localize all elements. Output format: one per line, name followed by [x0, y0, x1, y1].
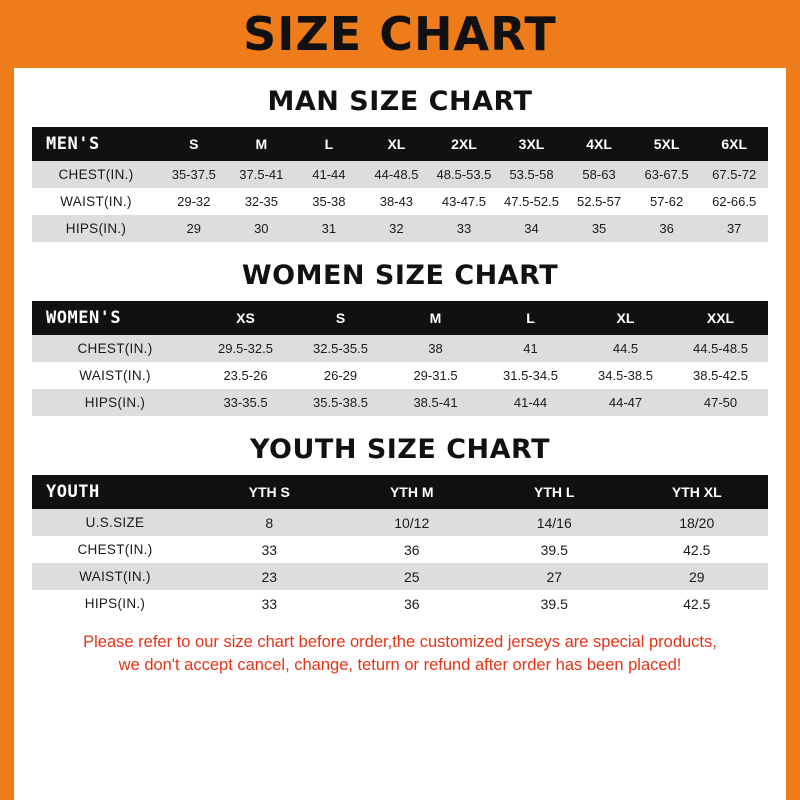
- cell-value: 29-31.5: [388, 362, 483, 389]
- footer-line-2: we don't accept cancel, change, teturn or refund after order has been placed!: [118, 656, 682, 675]
- row-label-waist: WAIST(IN.): [32, 362, 198, 389]
- cell-value: 39.5: [483, 590, 626, 617]
- cell-value: 44.5-48.5: [673, 335, 768, 362]
- table-head: [32, 127, 768, 161]
- cell-value: 62-66.5: [700, 188, 768, 215]
- col-header-youth: YOUTH: [32, 475, 198, 509]
- footer-disclaimer: [32, 631, 768, 678]
- col-header-yth-s: YTH S: [198, 475, 341, 509]
- cell-value: 35: [565, 215, 633, 242]
- cell-value: 38-43: [363, 188, 431, 215]
- cell-value: 63-67.5: [633, 161, 701, 188]
- cell-value: 47-50: [673, 389, 768, 416]
- cell-value: 14/16: [483, 509, 626, 536]
- cell-value: 67.5-72: [700, 161, 768, 188]
- banner: [14, 0, 786, 68]
- cell-value: 29.5-32.5: [198, 335, 293, 362]
- col-header-womens: WOMEN'S: [32, 301, 198, 335]
- cell-value: 37.5-41: [228, 161, 296, 188]
- table-row: [32, 362, 768, 389]
- cell-value: 35-37.5: [160, 161, 228, 188]
- row-label-hips: HIPS(IN.): [32, 389, 198, 416]
- cell-value: 10/12: [341, 509, 484, 536]
- cell-value: 34.5-38.5: [578, 362, 673, 389]
- col-header-4xl: 4XL: [565, 127, 633, 161]
- cell-value: 29: [160, 215, 228, 242]
- cell-value: 33: [198, 536, 341, 563]
- row-label-waist: WAIST(IN.): [32, 563, 198, 590]
- col-header-xl: XL: [578, 301, 673, 335]
- chart-content: [14, 86, 786, 678]
- cell-value: 41: [483, 335, 578, 362]
- row-label-chest: CHEST(IN.): [32, 335, 198, 362]
- table-header-row: [32, 475, 768, 509]
- col-header-2xl: 2XL: [430, 127, 498, 161]
- cell-value: 38.5-41: [388, 389, 483, 416]
- cell-value: 31: [295, 215, 363, 242]
- row-label-us-size: U.S.SIZE: [32, 509, 198, 536]
- table-row: [32, 389, 768, 416]
- cell-value: 43-47.5: [430, 188, 498, 215]
- row-label-chest: CHEST(IN.): [32, 161, 160, 188]
- table-head: [32, 301, 768, 335]
- table-head: [32, 475, 768, 509]
- table-body: [32, 509, 768, 617]
- cell-value: 42.5: [626, 590, 769, 617]
- cell-value: 33: [430, 215, 498, 242]
- col-header-yth-xl: YTH XL: [626, 475, 769, 509]
- col-header-3xl: 3XL: [498, 127, 566, 161]
- table-row: [32, 563, 768, 590]
- cell-value: 30: [228, 215, 296, 242]
- col-header-yth-m: YTH M: [341, 475, 484, 509]
- table-body: [32, 335, 768, 416]
- page-title: SIZE CHART: [243, 7, 557, 61]
- section-title-women: WOMEN SIZE CHART: [241, 260, 559, 291]
- col-header-l: L: [295, 127, 363, 161]
- col-header-s: S: [293, 301, 388, 335]
- table-row: [32, 536, 768, 563]
- cell-value: 37: [700, 215, 768, 242]
- col-header-xxl: XXL: [673, 301, 768, 335]
- cell-value: 31.5-34.5: [483, 362, 578, 389]
- footer-line-1: Please refer to our size chart before order,the customized jerseys are special products,: [83, 633, 717, 651]
- section-title-youth: YOUTH SIZE CHART: [249, 434, 551, 465]
- cell-value: 33-35.5: [198, 389, 293, 416]
- col-header-m: M: [388, 301, 483, 335]
- section-title-man: MAN SIZE CHART: [267, 86, 533, 117]
- col-header-mens: MEN'S: [32, 127, 160, 161]
- cell-value: 27: [483, 563, 626, 590]
- cell-value: 35.5-38.5: [293, 389, 388, 416]
- table-header-row: [32, 127, 768, 161]
- row-label-hips: HIPS(IN.): [32, 590, 198, 617]
- cell-value: 29: [626, 563, 769, 590]
- table-man-sizes: [32, 127, 768, 242]
- cell-value: 53.5-58: [498, 161, 566, 188]
- cell-value: 26-29: [293, 362, 388, 389]
- col-header-xs: XS: [198, 301, 293, 335]
- cell-value: 33: [198, 590, 341, 617]
- col-header-l: L: [483, 301, 578, 335]
- section-man: [32, 86, 768, 242]
- table-women-sizes: [32, 301, 768, 416]
- cell-value: 57-62: [633, 188, 701, 215]
- cell-value: 38.5-42.5: [673, 362, 768, 389]
- cell-value: 35-38: [295, 188, 363, 215]
- cell-value: 18/20: [626, 509, 769, 536]
- cell-value: 39.5: [483, 536, 626, 563]
- col-header-m: M: [228, 127, 296, 161]
- cell-value: 36: [633, 215, 701, 242]
- table-row: [32, 161, 768, 188]
- col-header-6xl: 6XL: [700, 127, 768, 161]
- col-header-yth-l: YTH L: [483, 475, 626, 509]
- cell-value: 58-63: [565, 161, 633, 188]
- cell-value: 38: [388, 335, 483, 362]
- cell-value: 23.5-26: [198, 362, 293, 389]
- cell-value: 36: [341, 536, 484, 563]
- section-women: [32, 260, 768, 416]
- row-label-hips: HIPS(IN.): [32, 215, 160, 242]
- cell-value: 44-47: [578, 389, 673, 416]
- col-header-xl: XL: [363, 127, 431, 161]
- row-label-waist: WAIST(IN.): [32, 188, 160, 215]
- cell-value: 8: [198, 509, 341, 536]
- cell-value: 44-48.5: [363, 161, 431, 188]
- cell-value: 52.5-57: [565, 188, 633, 215]
- cell-value: 47.5-52.5: [498, 188, 566, 215]
- cell-value: 44.5: [578, 335, 673, 362]
- cell-value: 32: [363, 215, 431, 242]
- cell-value: 36: [341, 590, 484, 617]
- table-youth-sizes: [32, 475, 768, 617]
- cell-value: 25: [341, 563, 484, 590]
- row-label-chest: CHEST(IN.): [32, 536, 198, 563]
- table-row: [32, 509, 768, 536]
- col-header-5xl: 5XL: [633, 127, 701, 161]
- table-body: [32, 161, 768, 242]
- table-row: [32, 215, 768, 242]
- cell-value: 29-32: [160, 188, 228, 215]
- cell-value: 32-35: [228, 188, 296, 215]
- cell-value: 48.5-53.5: [430, 161, 498, 188]
- cell-value: 41-44: [295, 161, 363, 188]
- cell-value: 42.5: [626, 536, 769, 563]
- section-youth: [32, 434, 768, 617]
- cell-value: 32.5-35.5: [293, 335, 388, 362]
- cell-value: 34: [498, 215, 566, 242]
- cell-value: 23: [198, 563, 341, 590]
- cell-value: 41-44: [483, 389, 578, 416]
- table-row: [32, 188, 768, 215]
- table-row: [32, 590, 768, 617]
- col-header-s: S: [160, 127, 228, 161]
- table-header-row: [32, 301, 768, 335]
- table-row: [32, 335, 768, 362]
